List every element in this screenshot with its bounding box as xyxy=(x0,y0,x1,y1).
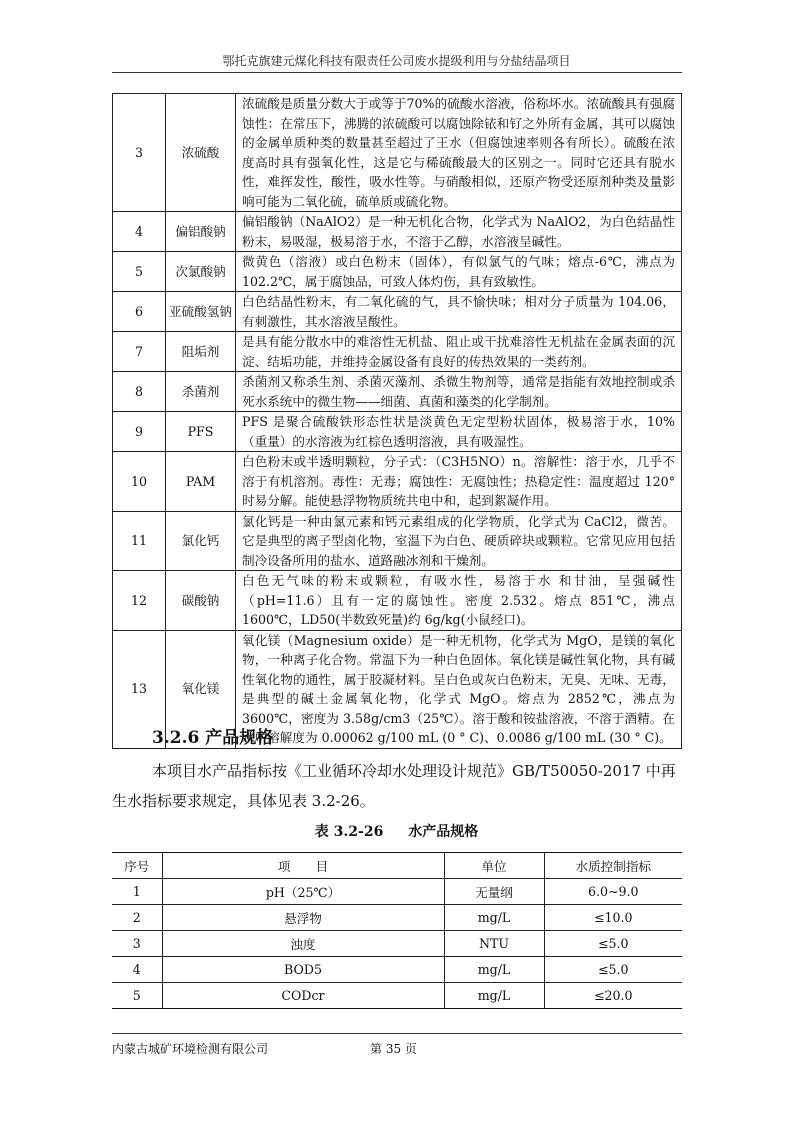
chemical-name: PFS xyxy=(166,412,236,452)
table-row xyxy=(113,511,682,571)
table-cell: 2 xyxy=(112,905,162,931)
chemical-name: 氯化钙 xyxy=(166,511,236,571)
table-header-row xyxy=(112,853,682,879)
table-cell: ≤20.0 xyxy=(544,983,682,1009)
row-number: 13 xyxy=(113,630,166,748)
table-cell: pH（25℃） xyxy=(162,879,444,905)
chemical-description: 是具有能分散水中的难溶性无机盐、阻止或干扰难溶性无机盐在金属表面的沉淀、结垢功能，并维持金属设备有良好的传热效果的一类药剂。 xyxy=(236,332,682,372)
table-cell: 6.0~9.0 xyxy=(544,879,682,905)
row-number: 10 xyxy=(113,452,166,512)
chemical-name: 氧化镁 xyxy=(166,630,236,748)
table-caption xyxy=(0,821,793,841)
chemical-name: 次氯酸钠 xyxy=(166,252,236,292)
column-header: 单位 xyxy=(444,853,544,879)
table-row xyxy=(112,931,682,957)
table-cell: 3 xyxy=(112,931,162,957)
table-cell: 悬浮物 xyxy=(162,905,444,931)
row-number: 3 xyxy=(113,94,166,212)
footer-rule xyxy=(112,1033,682,1034)
column-header: 项 目 xyxy=(162,853,444,879)
footer-company: 内蒙古城矿环境检测有限公司 xyxy=(112,1042,269,1056)
table-cell: mg/L xyxy=(444,957,544,983)
table-cell: 4 xyxy=(112,957,162,983)
column-header: 水质控制指标 xyxy=(544,853,682,879)
table-cell: ≤5.0 xyxy=(544,931,682,957)
row-number: 4 xyxy=(113,212,166,252)
row-number: 9 xyxy=(113,412,166,452)
chemical-name: 偏铝酸钠 xyxy=(166,212,236,252)
table-row xyxy=(113,372,682,412)
table-row xyxy=(113,252,682,292)
section-title: 3.2.6 产品规格 xyxy=(152,728,274,748)
chemical-name: 浓硫酸 xyxy=(166,94,236,212)
product-spec-table xyxy=(112,852,682,1009)
section-paragraph: 本项目水产品指标按《工业循环冷却水处理设计规范》GB/T50050-2017 中再生水指标要求规定，具体见表 3.2-26。 xyxy=(112,762,676,810)
chemical-description: PFS 是聚合硫酸铁形态性状是淡黄色无定型粉状固体，极易溶于水，10%（重量）的水溶液为红棕色透明溶液，具有吸湿性。 xyxy=(236,412,682,452)
table-row xyxy=(112,983,682,1009)
table-cell: NTU xyxy=(444,931,544,957)
table-row xyxy=(112,957,682,983)
row-number: 8 xyxy=(113,372,166,412)
row-number: 5 xyxy=(113,252,166,292)
chemical-description: 白色无气味的粉末或颗粒，有吸水性，易溶于水 和甘油，呈强碱性（pH=11.6）且有一定的腐蚀性。密度 2.532。熔点 851℃，沸点 1600℃，LD50(半数致死量)约 6g/kg(小鼠经口)。 xyxy=(236,571,682,631)
table-row xyxy=(113,412,682,452)
table-row xyxy=(112,905,682,931)
table-cell: mg/L xyxy=(444,983,544,1009)
table-row xyxy=(113,94,682,212)
page-header: 鄂托克旗建元煤化科技有限责任公司废水提级利用与分盐结晶项目 xyxy=(222,54,571,68)
chemical-name: 杀菌剂 xyxy=(166,372,236,412)
chemical-name: 亚硫酸氢钠 xyxy=(166,292,236,332)
table-cell: 5 xyxy=(112,983,162,1009)
header-rule xyxy=(112,72,682,73)
chemical-description: 白色结晶性粉末，有二氧化硫的气，具不愉快味；相对分子质量为 104.06，有刺激性，其水溶液呈酸性。 xyxy=(236,292,682,332)
chemical-description: 杀菌剂又称杀生剂、杀菌灭藻剂、杀微生物剂等，通常是指能有效地控制或杀死水系统中的微生物——细菌、真菌和藻类的化学制剂。 xyxy=(236,372,682,412)
row-number: 11 xyxy=(113,511,166,571)
chemical-description: 氯化钙是一种由氯元素和钙元素组成的化学物质，化学式为 CaCl2，微苦。它是典型的离子型卤化物，室温下为白色、硬质碎块或颗粒。它常见应用包括制冷设备所用的盐水、道路融冰剂和干燥剂。 xyxy=(236,511,682,571)
row-number: 7 xyxy=(113,332,166,372)
row-number: 12 xyxy=(113,571,166,631)
table-caption-number: 表 3.2-26 xyxy=(314,824,384,840)
table-caption-title: 水产品规格 xyxy=(408,824,479,840)
table-cell: mg/L xyxy=(444,905,544,931)
chemical-name: PAM xyxy=(166,452,236,512)
table-row xyxy=(113,571,682,631)
table-row xyxy=(113,292,682,332)
table-cell: 无量纲 xyxy=(444,879,544,905)
table-cell: CODcr xyxy=(162,983,444,1009)
chemical-description: 浓硫酸是质量分数大于或等于70%的硫酸水溶液，俗称坏水。浓硫酸具有强腐蚀性：在常压下，沸腾的浓硫酸可以腐蚀除铱和钌之外所有金属，其可以腐蚀的金属单质种类的数量甚至超过了王水（但腐蚀速率则各有所长）。硫酸在浓度高时具有强氧化性，这是它与稀硫酸最大的区别之一。同时它还具有脱水性，难挥发性，酸性，吸水性等。与硝酸相似，还原产物受还原剂种类及量影响可能为二氧化硫，硫单质或硫化物。 xyxy=(236,94,682,212)
table-row xyxy=(112,879,682,905)
table-cell: 1 xyxy=(112,879,162,905)
table-row xyxy=(113,452,682,512)
page-number: 第 35 页 xyxy=(370,1042,417,1056)
table-row xyxy=(113,332,682,372)
table-cell: BOD5 xyxy=(162,957,444,983)
table-row xyxy=(113,212,682,252)
table-cell: 浊度 xyxy=(162,931,444,957)
chemical-description: 微黄色（溶液）或白色粉末（固体），有似氯气的气味；熔点-6℃，沸点为 102.2℃，属于腐蚀品，可致人体灼伤，具有致敏性。 xyxy=(236,252,682,292)
chemical-properties-table xyxy=(112,93,682,749)
table-cell: ≤10.0 xyxy=(544,905,682,931)
chemical-description: 白色粉末或半透明颗粒，分子式：（C3H5NO）n。溶解性：溶于水，几乎不溶于有机溶剂。毒性：无毒；腐蚀性：无腐蚀性；热稳定性：温度超过 120°时易分解。能使悬浮物物质统共电中和，起到絮凝作用。 xyxy=(236,452,682,512)
chemical-description: 偏铝酸钠（NaAlO2）是一种无机化合物，化学式为 NaAlO2，为白色结晶性粉末，易吸湿，极易溶于水，不溶于乙醇，水溶液呈碱性。 xyxy=(236,212,682,252)
chemical-name: 阻垢剂 xyxy=(166,332,236,372)
row-number: 6 xyxy=(113,292,166,332)
table-cell: ≤5.0 xyxy=(544,957,682,983)
column-header: 序号 xyxy=(112,853,162,879)
chemical-description: 氧化镁（Magnesium oxide）是一种无机物，化学式为 MgO，是镁的氧化物，一种离子化合物。常温下为一种白色固体。氧化镁是碱性氧化物，具有碱性氧化物的通性，属于胶凝材料。呈白色或灰白色粉末，无臭、无味、无毒，是典型的碱土金属氧化物，化学式 MgO。熔点为 2852℃，沸点为 3600℃，密度为 3.58g/cm3（25℃）。溶于酸和铵盐溶液，不溶于酒精。在水中溶解度为 0.00062 g/100 mL (0 ° C)、0.0086 g/100 mL (30 ° C)。 xyxy=(236,630,682,748)
chemical-name: 碳酸钠 xyxy=(166,571,236,631)
